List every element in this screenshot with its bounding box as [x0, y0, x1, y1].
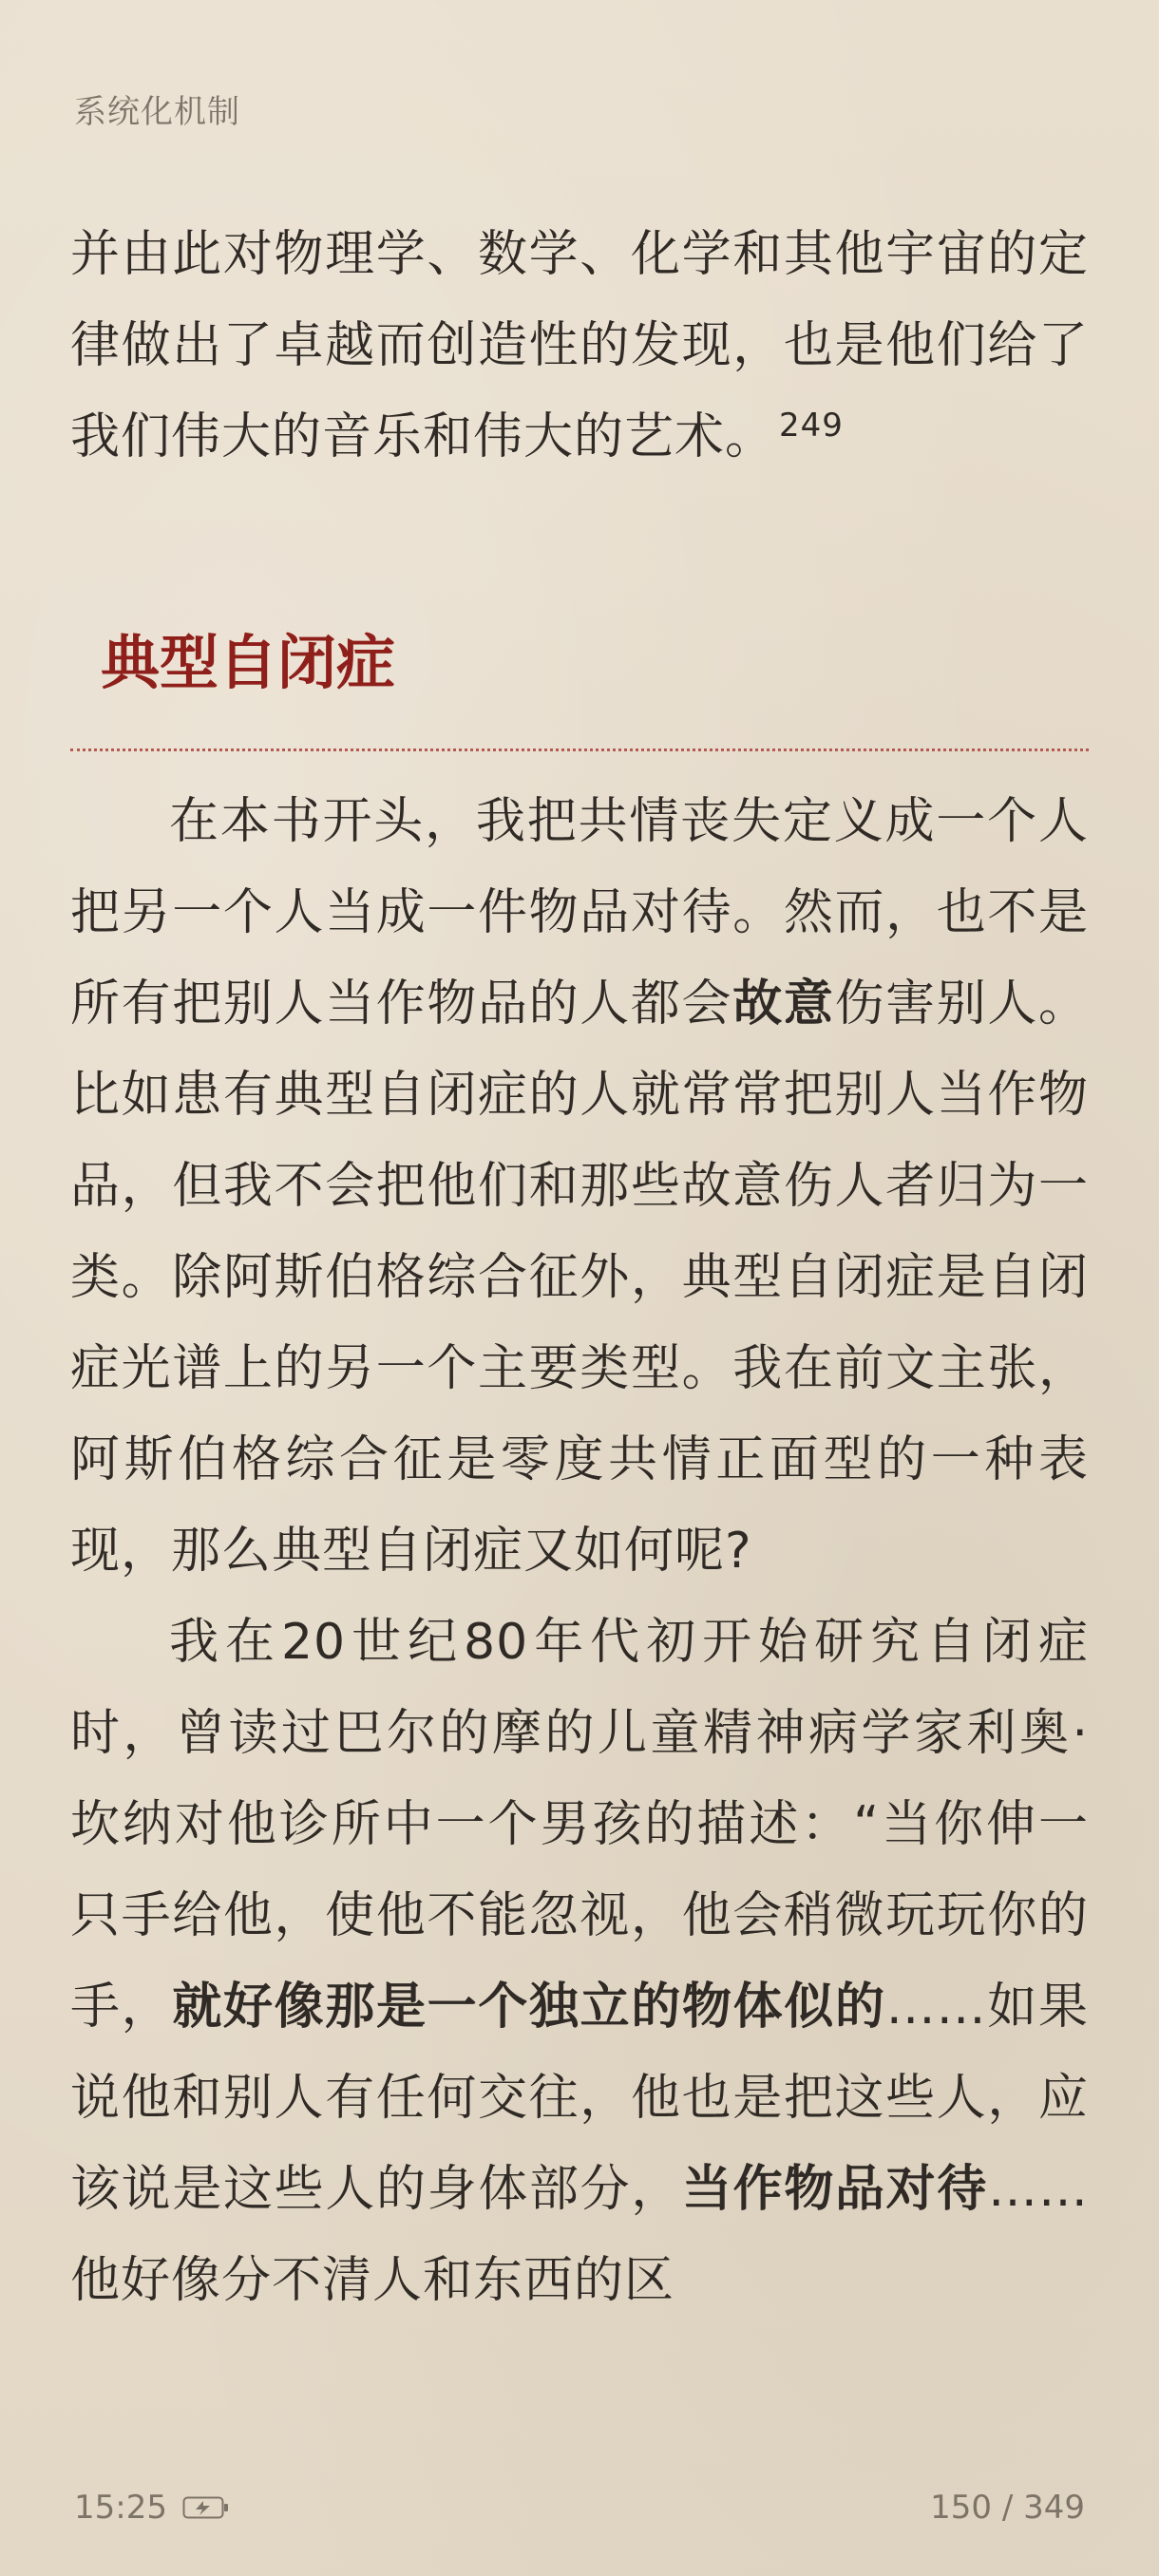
footer-status [74, 2489, 230, 2527]
paragraph-3 [70, 1597, 1089, 2326]
paragraph-2-text-part2: 伤害别人。比如患有典型自闭症的人就常常把别人当作物品，但我不会把他们和那些故意伤人者归为一类。除阿斯伯格综合征外，典型自闭症是自闭症光谱上的另一个主要类型。我在前文主张，阿斯伯格综合征是零度共情正面型的一种表现，那么典型自闭症又如何呢? [70, 975, 1089, 1580]
paragraph-3-text-part3: ……他好像分不清人和东西的区 [70, 2161, 1089, 2309]
paragraph-3-text-part2: ……如果说他和别人有任何交往，他也是把这些人，应该说是这些人的身体部分， [70, 1979, 1089, 2218]
clock-time: 15:25 [74, 2489, 167, 2527]
paragraph-2-text-part1: 在本书开头，我把共情丧失定义成一个人把另一个人当成一件物品对待。然而，也不是所有把别人当作物品的人都会 [70, 793, 1089, 1032]
paragraph-1-text: 并由此对物理学、数学、化学和其他宇宙的定律做出了卓越而创造性的发现，也是他们给了我们伟大的音乐和伟大的艺术。 [70, 226, 1089, 465]
paragraph-3-bold-phrase-1: 就好像那是一个独立的物体似的 [172, 1979, 886, 2036]
footnote-marker[interactable]: 249 [779, 406, 844, 445]
reader-content[interactable] [70, 209, 1089, 2326]
paragraph-2-bold-term: 故意 [732, 975, 835, 1032]
battery-charging-icon [182, 2495, 230, 2520]
section-divider [70, 748, 1089, 751]
paragraph-2 [70, 776, 1089, 1597]
paragraph-1 [70, 209, 1089, 483]
paragraph-3-bold-phrase-2: 当作物品对待 [681, 2161, 988, 2218]
page-indicator: 150 / 349 [930, 2489, 1085, 2527]
reader-footer [74, 2489, 1085, 2527]
section-title: 典型自闭症 [101, 628, 396, 697]
running-header-chapter-title: 系统化机制 [74, 93, 240, 131]
paragraph-3-text-part1: 我在20世纪80年代初开始研究自闭症时，曾读过巴尔的摩的儿童精神病学家利奥·坎纳对他诊所中一个男孩的描述：“当你伸一只手给他，使他不能忽视，他会稍微玩玩你的手， [70, 1614, 1089, 2036]
